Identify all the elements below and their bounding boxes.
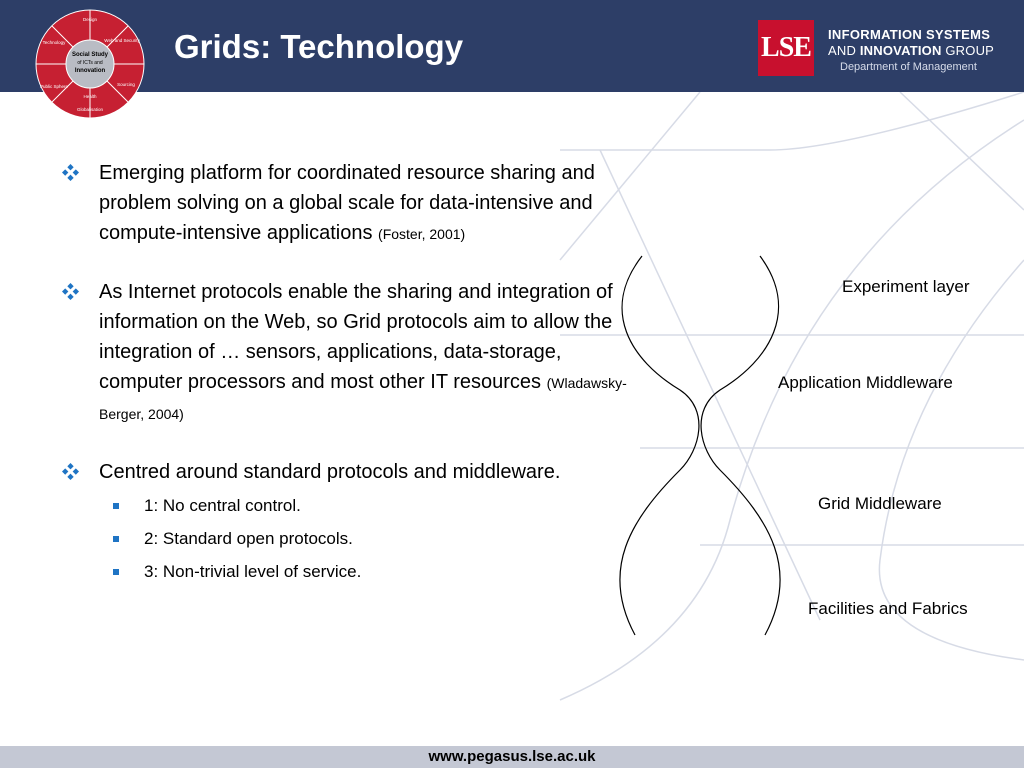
slide-title: Grids: Technology	[174, 28, 464, 65]
sub-bullet-text: 3: Non-trivial level of service.	[144, 562, 362, 581]
bullet-item	[62, 158, 632, 249]
emblem-center-line2: of ICTs and	[77, 60, 103, 66]
sub-bullet-list	[99, 495, 632, 583]
footer-bar	[0, 746, 1024, 768]
square-bullet-icon	[113, 503, 119, 509]
bullet-citation: (Foster, 2001)	[378, 226, 466, 242]
bullet-item	[62, 457, 632, 583]
bullet-item	[62, 277, 632, 429]
grid-layer-diagram	[600, 250, 800, 650]
dept-line-2-pre: AND	[828, 43, 860, 58]
isig-emblem-icon	[32, 6, 148, 122]
sub-bullet-text: 2: Standard open protocols.	[144, 529, 353, 548]
bullet-text: Centred around standard protocols and middleware.	[99, 461, 561, 483]
helix-strand-left	[620, 256, 699, 635]
layer-experiment: Experiment layer	[842, 277, 970, 296]
emblem-segment-public: Public Sphere	[39, 84, 69, 89]
dept-line-2-bold: INNOVATION	[859, 43, 942, 58]
bullet-text: As Internet protocols enable the sharing and integration of information on the Web, so Grid protocols aim to allow the integration of … sensors, applications, data-storage, computer processors and most other IT resources	[99, 281, 613, 393]
dept-line-3: Department of Management	[840, 61, 977, 73]
sub-bullet-text: 1: No central control.	[144, 496, 301, 515]
dept-line-2	[828, 43, 994, 58]
footer-url-link[interactable]: www.pegasus.lse.ac.uk	[428, 748, 596, 765]
dept-line-2-post: GROUP	[941, 43, 995, 58]
emblem-segment-health: Health	[83, 94, 97, 99]
emblem-center-line3: Innovation	[74, 68, 106, 74]
layer-application-middleware: Application Middleware	[778, 373, 953, 392]
emblem-segment-sourcing: Sourcing	[117, 82, 135, 87]
layer-grid-middleware: Grid Middleware	[818, 494, 942, 513]
emblem-segment-globalisation: Globalisation	[76, 107, 104, 112]
bullet-text: Emerging platform for coordinated resource sharing and problem solving on a global scale for data-intensive and compute-intensive applications	[99, 162, 595, 244]
department-label	[828, 27, 994, 73]
emblem-segment-technology: Technology	[42, 40, 66, 45]
diamond-bullet-icon	[62, 164, 79, 181]
square-bullet-icon	[113, 569, 119, 575]
helix-strand-right	[701, 256, 780, 635]
emblem-segment-design: Design	[82, 17, 98, 22]
emblem-segment-web: Web and Security	[104, 38, 140, 43]
sub-bullet-item	[62, 528, 632, 550]
sub-bullet-item	[62, 495, 632, 517]
bullet-list	[62, 158, 632, 594]
square-bullet-icon	[113, 536, 119, 542]
diamond-bullet-icon	[62, 283, 79, 300]
emblem-center-line1: Social Study	[71, 52, 109, 58]
dept-line-1: INFORMATION SYSTEMS	[828, 27, 991, 42]
lse-logo: LSE	[758, 20, 814, 76]
sub-bullet-item	[62, 561, 632, 583]
diamond-bullet-icon	[62, 463, 79, 480]
layer-facilities-fabrics: Facilities and Fabrics	[808, 599, 968, 618]
bullet-citation: (Wladawsky-Berger, 2004)	[99, 375, 627, 422]
